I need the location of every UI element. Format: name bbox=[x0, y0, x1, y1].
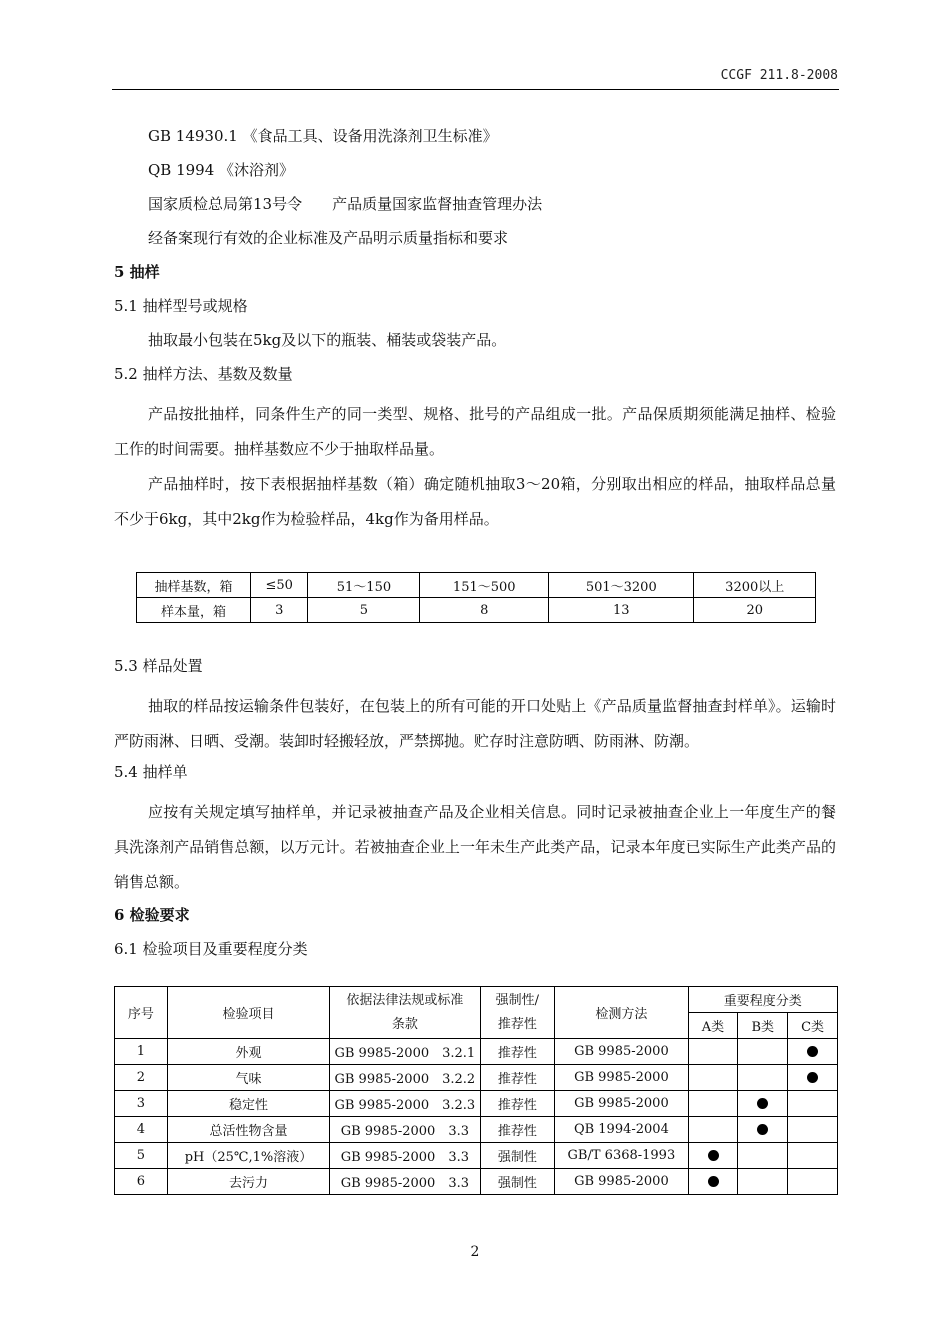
table-cell-basis: GB 9985-2000 3.3 bbox=[330, 1143, 480, 1169]
table-cell: 501～3200 bbox=[549, 573, 694, 598]
table-cell-no: 6 bbox=[115, 1169, 168, 1195]
table-cell-class-b bbox=[738, 1117, 788, 1143]
table-cell-class-c bbox=[788, 1117, 838, 1143]
table-cell-class-c bbox=[788, 1169, 838, 1195]
header-item: 检验项目 bbox=[167, 987, 329, 1039]
table-cell: ≤50 bbox=[251, 573, 308, 598]
header-method: 检测方法 bbox=[555, 987, 688, 1039]
table-cell-method: GB 9985-2000 bbox=[555, 1039, 688, 1065]
section-5-4-paragraph: 应按有关规定填写抽样单，并记录被抽查产品及企业相关信息。同时记录被抽查企业上一年度生产的餐具洗涤剂产品销售总额，以万元计。若被抽查企业上一年未生产此类产品，记录本年度已实际生产此类产品的销售总额。 bbox=[114, 803, 836, 891]
section-5-3-paragraph: 抽取的样品按运输条件包装好，在包装上的所有可能的开口处贴上《产品质量监督抽查封样单》。运输时严防雨淋、日晒、受潮。装卸时轻搬轻放，严禁掷抛。贮存时注意防晒、防雨淋、防潮。 bbox=[114, 697, 836, 750]
header-rule bbox=[112, 89, 839, 90]
table-cell-class-b bbox=[738, 1091, 788, 1117]
table-cell-class-a bbox=[688, 1091, 738, 1117]
table-row bbox=[115, 1117, 838, 1143]
inspection-table-body bbox=[115, 1039, 838, 1195]
header-basis-line-1: 依据法律法规或标准 bbox=[346, 992, 464, 1008]
section-5-4-title: 5.4 抽样单 bbox=[114, 763, 188, 781]
table-cell-basis: GB 9985-2000 3.2.2 bbox=[330, 1065, 480, 1091]
section-5-1-title: 5.1 抽样型号或规格 bbox=[114, 297, 248, 315]
table-cell: 51～150 bbox=[308, 573, 420, 598]
section-5-1-text: 抽取最小包装在5kg及以下的瓶装、桶装或袋装产品。 bbox=[148, 331, 507, 349]
table-cell-class-a bbox=[688, 1039, 738, 1065]
document-code: CCGF 211.8-2008 bbox=[720, 68, 838, 83]
table-cell-class-c bbox=[788, 1091, 838, 1117]
table-cell-method: GB 9985-2000 bbox=[555, 1065, 688, 1091]
table-row bbox=[115, 1169, 838, 1195]
table-cell: 5 bbox=[308, 598, 420, 623]
table-cell: 3 bbox=[251, 598, 308, 623]
table-cell-item: 稳定性 bbox=[167, 1091, 329, 1117]
header-mandatory-line-2: 推荐性 bbox=[497, 1016, 537, 1032]
table-cell: 8 bbox=[420, 598, 549, 623]
table-cell-method: QB 1994-2004 bbox=[555, 1117, 688, 1143]
reference-2: QB 1994 《沐浴剂》 bbox=[148, 161, 295, 179]
header-no: 序号 bbox=[115, 987, 168, 1039]
header-class-a: A类 bbox=[688, 1013, 738, 1039]
table-cell-method: GB 9985-2000 bbox=[555, 1091, 688, 1117]
table-cell: 抽样基数，箱 bbox=[137, 573, 251, 598]
table-row bbox=[137, 573, 816, 598]
header-importance: 重要程度分类 bbox=[688, 987, 837, 1013]
table-cell-class-b bbox=[738, 1143, 788, 1169]
table-cell-method: GB/T 6368-1993 bbox=[555, 1143, 688, 1169]
table-cell-type: 强制性 bbox=[480, 1143, 555, 1169]
bullet-icon bbox=[757, 1098, 768, 1109]
section-6-1-title: 6.1 检验项目及重要程度分类 bbox=[114, 940, 308, 958]
table-cell-basis: GB 9985-2000 3.2.1 bbox=[330, 1039, 480, 1065]
table-cell-basis: GB 9985-2000 3.3 bbox=[330, 1169, 480, 1195]
table-cell: 20 bbox=[694, 598, 816, 623]
table-cell-class-c bbox=[788, 1143, 838, 1169]
table-row bbox=[115, 1143, 838, 1169]
table-cell-type: 推荐性 bbox=[480, 1039, 555, 1065]
table-cell: 3200以上 bbox=[694, 573, 816, 598]
table-cell-class-a bbox=[688, 1117, 738, 1143]
section-5-title: 5 抽样 bbox=[114, 263, 160, 281]
sampling-table bbox=[136, 572, 816, 623]
header-basis bbox=[330, 987, 480, 1039]
section-5-3-title: 5.3 样品处置 bbox=[114, 657, 203, 675]
bullet-icon bbox=[708, 1150, 719, 1161]
bullet-icon bbox=[807, 1046, 818, 1057]
table-cell-class-c bbox=[788, 1065, 838, 1091]
inspection-table bbox=[114, 986, 838, 1195]
table-cell: 13 bbox=[549, 598, 694, 623]
table-cell-class-b bbox=[738, 1169, 788, 1195]
table-row bbox=[137, 598, 816, 623]
table-cell-item: 去污力 bbox=[167, 1169, 329, 1195]
page-number: 2 bbox=[470, 1244, 480, 1260]
table-row bbox=[115, 1091, 838, 1117]
table-cell-basis: GB 9985-2000 3.3 bbox=[330, 1117, 480, 1143]
table-cell-method: GB 9985-2000 bbox=[555, 1169, 688, 1195]
bullet-icon bbox=[757, 1124, 768, 1135]
table-cell-class-c bbox=[788, 1039, 838, 1065]
reference-3: 国家质检总局第13号令 产品质量国家监督抽查管理办法 bbox=[148, 195, 543, 213]
table-cell: 样本量，箱 bbox=[137, 598, 251, 623]
table-cell-class-a bbox=[688, 1143, 738, 1169]
section-5-2-title: 5.2 抽样方法、基数及数量 bbox=[114, 365, 293, 383]
table-cell-type: 推荐性 bbox=[480, 1117, 555, 1143]
table-cell-item: 外观 bbox=[167, 1039, 329, 1065]
table-cell: 151～500 bbox=[420, 573, 549, 598]
table-cell-class-b bbox=[738, 1039, 788, 1065]
table-cell-item: pH（25℃,1%溶液） bbox=[167, 1143, 329, 1169]
table-header-row bbox=[115, 987, 838, 1013]
table-cell-item: 总活性物含量 bbox=[167, 1117, 329, 1143]
reference-1: GB 14930.1 《食品工具、设备用洗涤剂卫生标准》 bbox=[148, 127, 498, 145]
table-cell-basis: GB 9985-2000 3.2.3 bbox=[330, 1091, 480, 1117]
table-row bbox=[115, 1065, 838, 1091]
table-cell-no: 2 bbox=[115, 1065, 168, 1091]
header-mandatory bbox=[480, 987, 555, 1039]
table-cell-class-a bbox=[688, 1065, 738, 1091]
header-mandatory-line-1: 强制性/ bbox=[495, 992, 540, 1008]
table-cell-type: 推荐性 bbox=[480, 1065, 555, 1091]
table-cell-item: 气味 bbox=[167, 1065, 329, 1091]
section-5-2-paragraph-2: 产品抽样时，按下表根据抽样基数（箱）确定随机抽取3～20箱，分别取出相应的样品，抽取样品总量不少于6kg，其中2kg作为检验样品，4kg作为备用样品。 bbox=[114, 475, 836, 528]
document-body bbox=[114, 125, 836, 1195]
header-basis-line-2: 条款 bbox=[391, 1016, 418, 1032]
table-cell-no: 5 bbox=[115, 1143, 168, 1169]
table-cell-class-a bbox=[688, 1169, 738, 1195]
bullet-icon bbox=[807, 1072, 818, 1083]
table-cell-class-b bbox=[738, 1065, 788, 1091]
section-6-title: 6 检验要求 bbox=[114, 906, 190, 924]
bullet-icon bbox=[708, 1176, 719, 1187]
section-5-2-paragraph-1: 产品按批抽样，同条件生产的同一类型、规格、批号的产品组成一批。产品保质期须能满足抽样、检验工作的时间需要。抽样基数应不少于抽取样品量。 bbox=[114, 405, 836, 458]
table-cell-no: 4 bbox=[115, 1117, 168, 1143]
table-row bbox=[115, 1039, 838, 1065]
table-cell-no: 3 bbox=[115, 1091, 168, 1117]
table-cell-type: 强制性 bbox=[480, 1169, 555, 1195]
table-cell-type: 推荐性 bbox=[480, 1091, 555, 1117]
header-class-b: B类 bbox=[738, 1013, 788, 1039]
table-cell-no: 1 bbox=[115, 1039, 168, 1065]
reference-4: 经备案现行有效的企业标准及产品明示质量指标和要求 bbox=[148, 229, 509, 247]
header-class-c: C类 bbox=[788, 1013, 838, 1039]
